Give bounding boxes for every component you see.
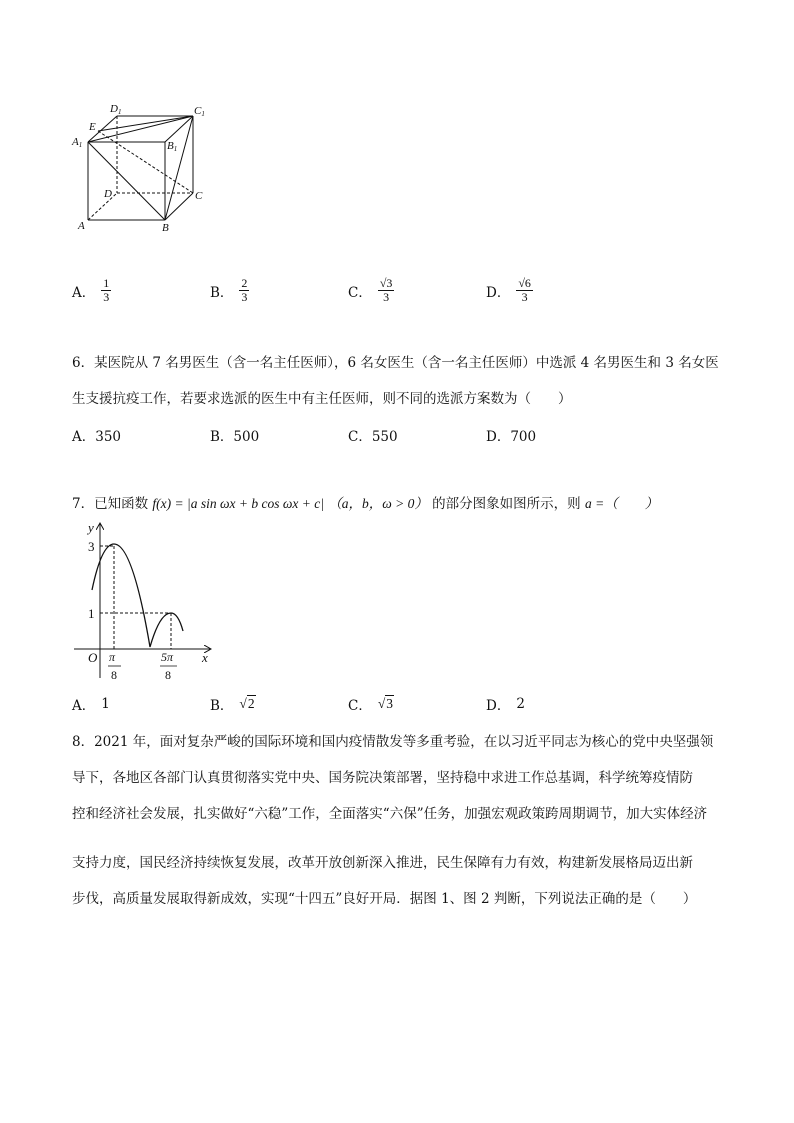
q7-ask: a =（ ）: [584, 496, 659, 511]
q7-option-c[interactable]: C． √3: [348, 696, 394, 714]
q7-prefix: 7．已知函数: [72, 496, 149, 512]
label-A: A: [78, 220, 85, 232]
q5-option-a[interactable]: A． $\frac{1}{3}$: [72, 276, 110, 304]
cube-figure: [70, 100, 220, 235]
graph-ytick-3: 3: [88, 539, 95, 554]
q8-line-4: 支持力度，国民经济持续恢复发展，改革开放创新深入推进，民生保障有力有效，构建新发展格局迈出新: [72, 855, 693, 871]
q7-option-b[interactable]: B． √2: [210, 696, 255, 714]
q8-line-1: 8．2021 年，面对复杂严峻的国际环境和国内疫情散发等多重考验，在以习近平同志为核心的党中央坚强领: [72, 734, 714, 750]
q6-option-c[interactable]: C．550: [348, 429, 398, 445]
q5-option-c[interactable]: C． $\frac{√3}{3}$: [348, 276, 393, 304]
q7-option-a[interactable]: A． 1: [72, 696, 110, 714]
label-C1: C1: [194, 105, 205, 118]
graph-origin: O: [88, 650, 98, 665]
label-C: C: [195, 190, 203, 202]
q7-condition: （a，b，ω > 0）: [328, 496, 428, 511]
q7-stem: [72, 492, 658, 512]
graph-xtick-5pi8-num: 5π: [161, 650, 174, 664]
q5-options: [72, 275, 592, 315]
q7-option-d[interactable]: D． 2: [486, 696, 525, 714]
q7-options: [72, 694, 592, 716]
q8-line-2: 导下，各地区各部门认真贯彻落实党中央、国务院决策部署，坚持稳中求进工作总基调，科学统筹疫情防: [72, 770, 693, 786]
q6-option-a[interactable]: A．350: [72, 429, 122, 445]
graph-y-label: y: [88, 520, 94, 535]
q8-line-5: 步伐，高质量发展取得新成效，实现“十四五”良好开局．据图 1、图 2 判断，下列说法正确的是（ ）: [72, 891, 697, 907]
graph-xtick-5pi8-den: 8: [165, 668, 171, 682]
label-E: E: [89, 121, 96, 133]
graph-xtick-pi8-den: 8: [111, 668, 117, 682]
q5-option-d[interactable]: D． $\frac{√6}{3}$: [486, 276, 531, 304]
q6-option-b[interactable]: B．500: [210, 429, 260, 445]
label-A1: A1: [72, 136, 83, 149]
label-B1: B1: [167, 140, 178, 153]
graph-ytick-1: 1: [88, 606, 95, 621]
label-D: D: [104, 188, 112, 200]
q7-function-graph: [70, 518, 220, 688]
q8-line-3: 控和经济社会发展，扎实做好“六稳”工作，全面落实“六保”任务，加强宏观政策跨周期调节，加大实体经济: [72, 806, 708, 822]
q7-formula: f(x) = |a sin ωx + b cos ωx + c|: [152, 496, 324, 511]
graph-x-label: x: [202, 650, 208, 665]
label-D1: D1: [110, 103, 122, 116]
q7-suffix: 的部分图象如图所示，则: [432, 496, 581, 512]
q6-option-d[interactable]: D．700: [486, 429, 537, 445]
q6-options: [72, 425, 592, 445]
label-B: B: [162, 222, 169, 234]
q5-option-b[interactable]: B． $\frac{2}{3}$: [210, 276, 248, 304]
q6-line-1: 6．某医院从 7 名男医生（含一名主任医师），6 名女医生（含一名主任医师）中选派 4 名男医生和 3 名女医: [72, 355, 719, 371]
graph-xtick-pi8-num: π: [109, 650, 116, 664]
q6-line-2: 生支援抗疫工作，若要求选派的医生中有主任医师，则不同的选派方案数为（ ）: [72, 391, 572, 407]
